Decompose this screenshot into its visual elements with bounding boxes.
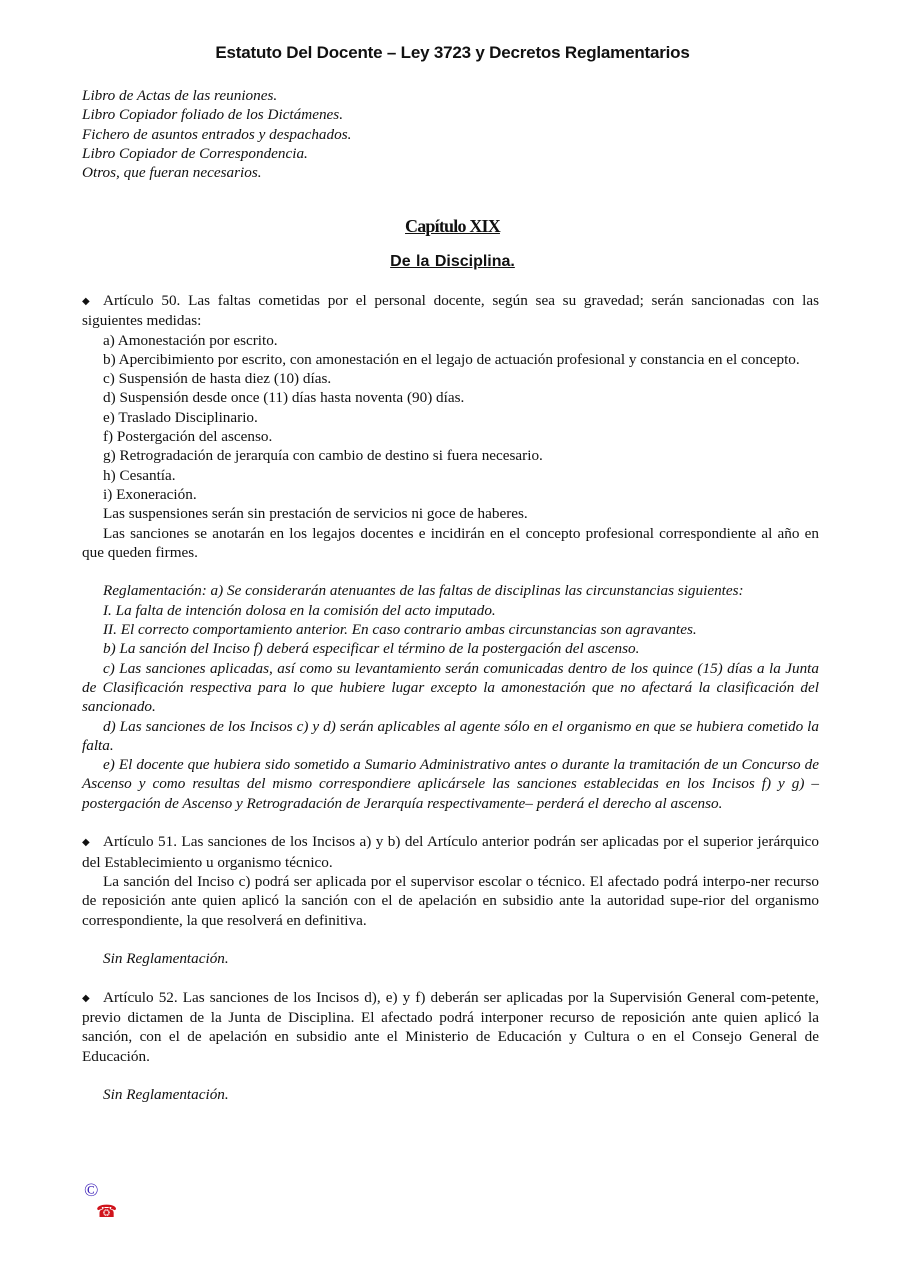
sanction-item: i) Exoneración.	[103, 485, 197, 503]
sin-reglamentacion: Sin Reglamentación.	[103, 1086, 229, 1104]
diamond-bullet-icon: ◆	[82, 992, 90, 1004]
sanction-item: a) Amonestación por escrito.	[103, 331, 278, 349]
sanction-item: b) Apercibimiento por escrito, con amonestación en el legajo de actuación profesional y constancia en el concepto.	[103, 350, 800, 368]
article-51-paragraph: La sanción del Inciso c) podrá ser aplicada por el supervisor escolar o técnico. El afectado podrá interpo-ner recurso de reposición ante quien aplicó la sanción con el de apelación en subsidio ante la autoridad supe-rior del organismo correspondiente, la que resolverá en definitiva.	[82, 872, 819, 929]
reglamentacion-item: II. El correcto comportamiento anterior. En caso contrario ambas circunstancias son agravantes.	[103, 621, 697, 639]
running-header: Estatuto Del Docente – Ley 3723 y Decretos Reglamentarios	[215, 43, 690, 62]
sanction-item: e) Traslado Disciplinario.	[103, 408, 258, 426]
reglamentacion-item: I. La falta de intención dolosa en la comisión del acto imputado.	[103, 601, 496, 619]
sanction-item: d) Suspensión desde once (11) días hasta noventa (90) días.	[103, 389, 465, 407]
article-50-paragraph: Las suspensiones serán sin prestación de servicios ni goce de haberes.	[103, 505, 528, 523]
reglamentacion-item: e) El docente que hubiera sido sometido a Sumario Administrativo antes o durante la tramitación de un Concurso de Ascenso y como resultas del mismo correspondiere aplicársele las sanciones establecidas en los Incisos f) y g) –postergación de Ascenso y Retrogradación de Jerarquía respectivamente– perderá el derecho al ascenso.	[82, 756, 819, 812]
books-list	[82, 86, 351, 182]
chapter-subtitle: De la Disciplina.	[390, 253, 515, 270]
list-item: Fichero de asuntos entrados y despachados.	[82, 125, 352, 143]
reglamentacion-intro: Reglamentación: a) Se considerarán atenuantes de las faltas de disciplinas las circunstancias siguientes:	[103, 582, 744, 600]
chapter-body	[82, 291, 819, 1104]
sanction-item: h) Cesantía.	[103, 466, 176, 484]
article-51-intro: ◆ Artículo 51. Las sanciones de los Incisos a) y b) del Artículo anterior podrán ser aplicadas por el superior jerárquico del Establecimiento u organismo técnico.	[82, 833, 819, 871]
article-50-paragraph: Las sanciones se anotarán en los legajos docentes e incidirán en el concepto profesional correspondiente al año en que queden firmes.	[82, 524, 819, 561]
footer	[84, 1180, 117, 1222]
phone-icon: ☎	[96, 1202, 118, 1221]
copyright-icon: ©	[84, 1180, 99, 1201]
diamond-bullet-icon: ◆	[82, 837, 90, 849]
reglamentacion-item: d) Las sanciones de los Incisos c) y d) serán aplicables al agente sólo en el organismo en que se hubiera cometido la falta.	[82, 717, 819, 754]
list-item: Libro de Actas de las reuniones.	[82, 87, 278, 104]
sanction-item: f) Postergación del ascenso.	[103, 428, 273, 446]
list-item: Libro Copiador de Correspondencia.	[82, 144, 308, 162]
reglamentacion-item: b) La sanción del Inciso f) deberá especificar el término de la postergación del ascenso.	[103, 640, 640, 658]
article-52-intro: ◆ Artículo 52. Las sanciones de los Incisos d), e) y f) deberán ser aplicadas por la Supervisión General com-petente, previo dictamen de la Junta de Disciplina. El afectado podrá interponer recurso de reposición ante quien aplicó la sanción, con el de apelación en subsidio ante el Ministerio de Educación y Cultura o en el Consejo General de Educación.	[82, 988, 819, 1065]
article-50-intro: ◆ Artículo 50. Las faltas cometidas por el personal docente, según sea su gravedad; serán sancionadas con las siguientes medidas:	[82, 292, 819, 330]
sin-reglamentacion: Sin Reglamentación.	[103, 950, 229, 968]
sanction-item: g) Retrogradación de jerarquía con cambio de destino si fuera necesario.	[103, 447, 543, 465]
list-item: Libro Copiador foliado de los Dictámenes.	[82, 106, 343, 124]
chapter-title: Capítulo XIX	[405, 216, 500, 236]
list-item: Otros, que fueran necesarios.	[82, 164, 262, 182]
reglamentacion-item: c) Las sanciones aplicadas, así como su levantamiento serán comunicadas dentro de los quince (15) días a la Junta de Clasificación respectiva para lo que hubiere lugar excepto la amonestación que no afectará la clasificación del sancionado.	[82, 659, 819, 716]
sanction-item: c) Suspensión de hasta diez (10) días.	[103, 370, 332, 388]
diamond-bullet-icon: ◆	[82, 296, 90, 307]
